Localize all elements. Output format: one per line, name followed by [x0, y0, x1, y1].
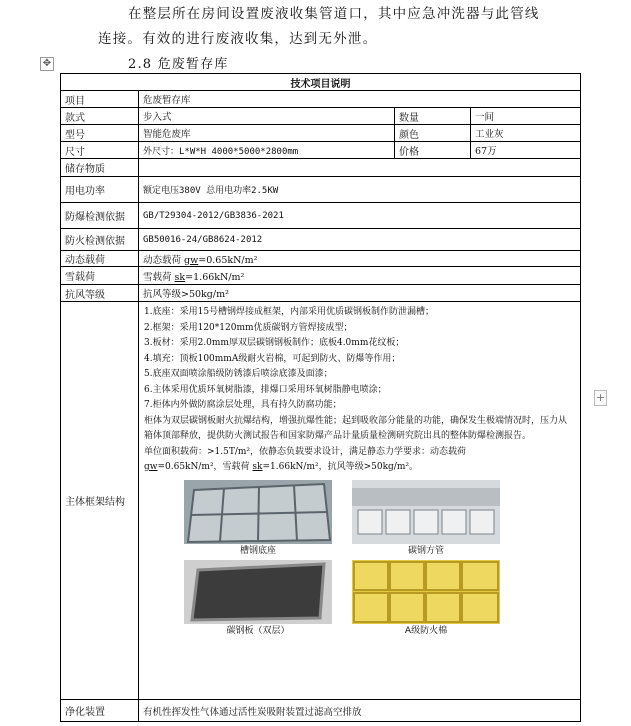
structure-load-paragraph: 单位面积载荷：>1.5T/m²，依静态负载要求设计，满足静态力学要求：动态载荷 gw=0.65kN/m²，雪载荷 sk=1.66kN/m²，抗风等级>50kg/m²。 — [144, 446, 467, 472]
photo-image — [352, 560, 500, 624]
table-row: 尺寸 外尺寸：L*W*H 4000*5000*2800mm 价格 67万 — [61, 142, 581, 159]
plus-icon[interactable]: + — [595, 391, 606, 404]
table-row: 动态载荷 动态载荷 gw=0.65kN/m² — [61, 251, 581, 267]
table-row — [61, 302, 581, 700]
table-row: 防爆检测依据 GB/T29304-2012/GB3836-2021 — [61, 203, 581, 229]
steel-plate-illustration — [184, 560, 332, 624]
table-row: 抗风等级 抗风等级>50kg/m² — [61, 285, 581, 302]
photo-steel-plate: 碳钢板（双层） — [184, 560, 332, 638]
table-row: 净化装置 有机性挥发性气体通过活性炭吸附装置过滤高空排放 — [61, 700, 581, 722]
photo-grid — [184, 480, 575, 638]
photo-image — [352, 480, 500, 544]
square-tube-illustration — [352, 480, 500, 544]
photo-image — [184, 560, 332, 624]
photo-channel-steel-base: 槽钢底座 — [184, 480, 332, 558]
table-row: 防火检测依据 GB50016-24/GB8624-2012 — [61, 229, 581, 251]
table-row: 雪载荷 雪载荷 sk=1.66kN/m² — [61, 267, 581, 285]
table-row: 用电功率 额定电压380V 总用电功率2.5KW — [61, 177, 581, 203]
table-row: 储存物质 — [61, 159, 581, 177]
structure-paragraph: 柜体为双层碳钢板耐火抗爆结构，增强抗爆性能；起到吸收部分能量的功能，确保发生极端情况时，压力从箱体顶部释放，提供防火测试报告和国家防爆产品计量质量检测研究院出具的整体防爆检测报告。 — [144, 415, 568, 441]
structure-label: 主体框架结构 — [61, 302, 139, 700]
table-row: 项目 危废暂存库 — [61, 91, 581, 108]
table-header: 技术项目说明 — [61, 74, 581, 91]
table-row: 型号 智能危废库 颜色 工业灰 — [61, 125, 581, 142]
table-row: 款式 步入式 数量 一间 — [61, 108, 581, 125]
spec-table — [60, 73, 581, 722]
photo-rockwool: A级防火棉 — [352, 560, 500, 638]
intro-line-2: 连接。有效的进行废液收集，达到无外泄。 — [98, 31, 378, 47]
intro-line-1: 在整层所在房间设置废液收集管道口，其中应急冲洗器与此管线 — [128, 6, 540, 22]
photo-square-tube: 碳钢方管 — [352, 480, 500, 558]
structure-content: 1.底座：采用15号槽钢焊接成框架，内部采用优质碳钢板制作防泄漏槽； 2.框架：采用120*120mm优质碳钢方管焊接成型； 3.板材：采用2.0mm厚双层碳钢钢板制作；底板4.0mm花纹板； 4.填充：顶板100mmA级耐火岩棉，可起到防火、防爆等作用； 5.底座双面喷涂船级防锈漆后喷涂底漆及面漆； 6.主体采用优质环氧树脂漆，排爆口采用环氧树脂静电喷涂； 7.柜体内外做防腐涂层处理，具有持久防腐功能； 柜体为双层碳钢板耐火抗爆结构，增强抗爆性能；起到吸收部分能量的功能，确保发生极端情况时，压力从箱体顶部释放，提供防火测试报告和国家防爆产品计量质量检测研究院出具的整体防爆检测报告。 单位面积载荷：>1.5T/m²，依静态负载要求设计，满足静态力学要求：动态载荷 gw=0.65kN/m²，雪载荷 sk=1.66kN/m²，抗风等级>50kg/m²。 槽钢底座 碳钢方管 碳钢板（双层） A级防火棉 — [139, 302, 581, 700]
channel-steel-illustration — [184, 480, 332, 544]
section-heading: 2.8 危废暂存库 — [128, 57, 229, 72]
move-icon[interactable]: ✥ — [40, 57, 54, 71]
photo-image — [184, 480, 332, 544]
rockwool-illustration — [352, 560, 500, 624]
